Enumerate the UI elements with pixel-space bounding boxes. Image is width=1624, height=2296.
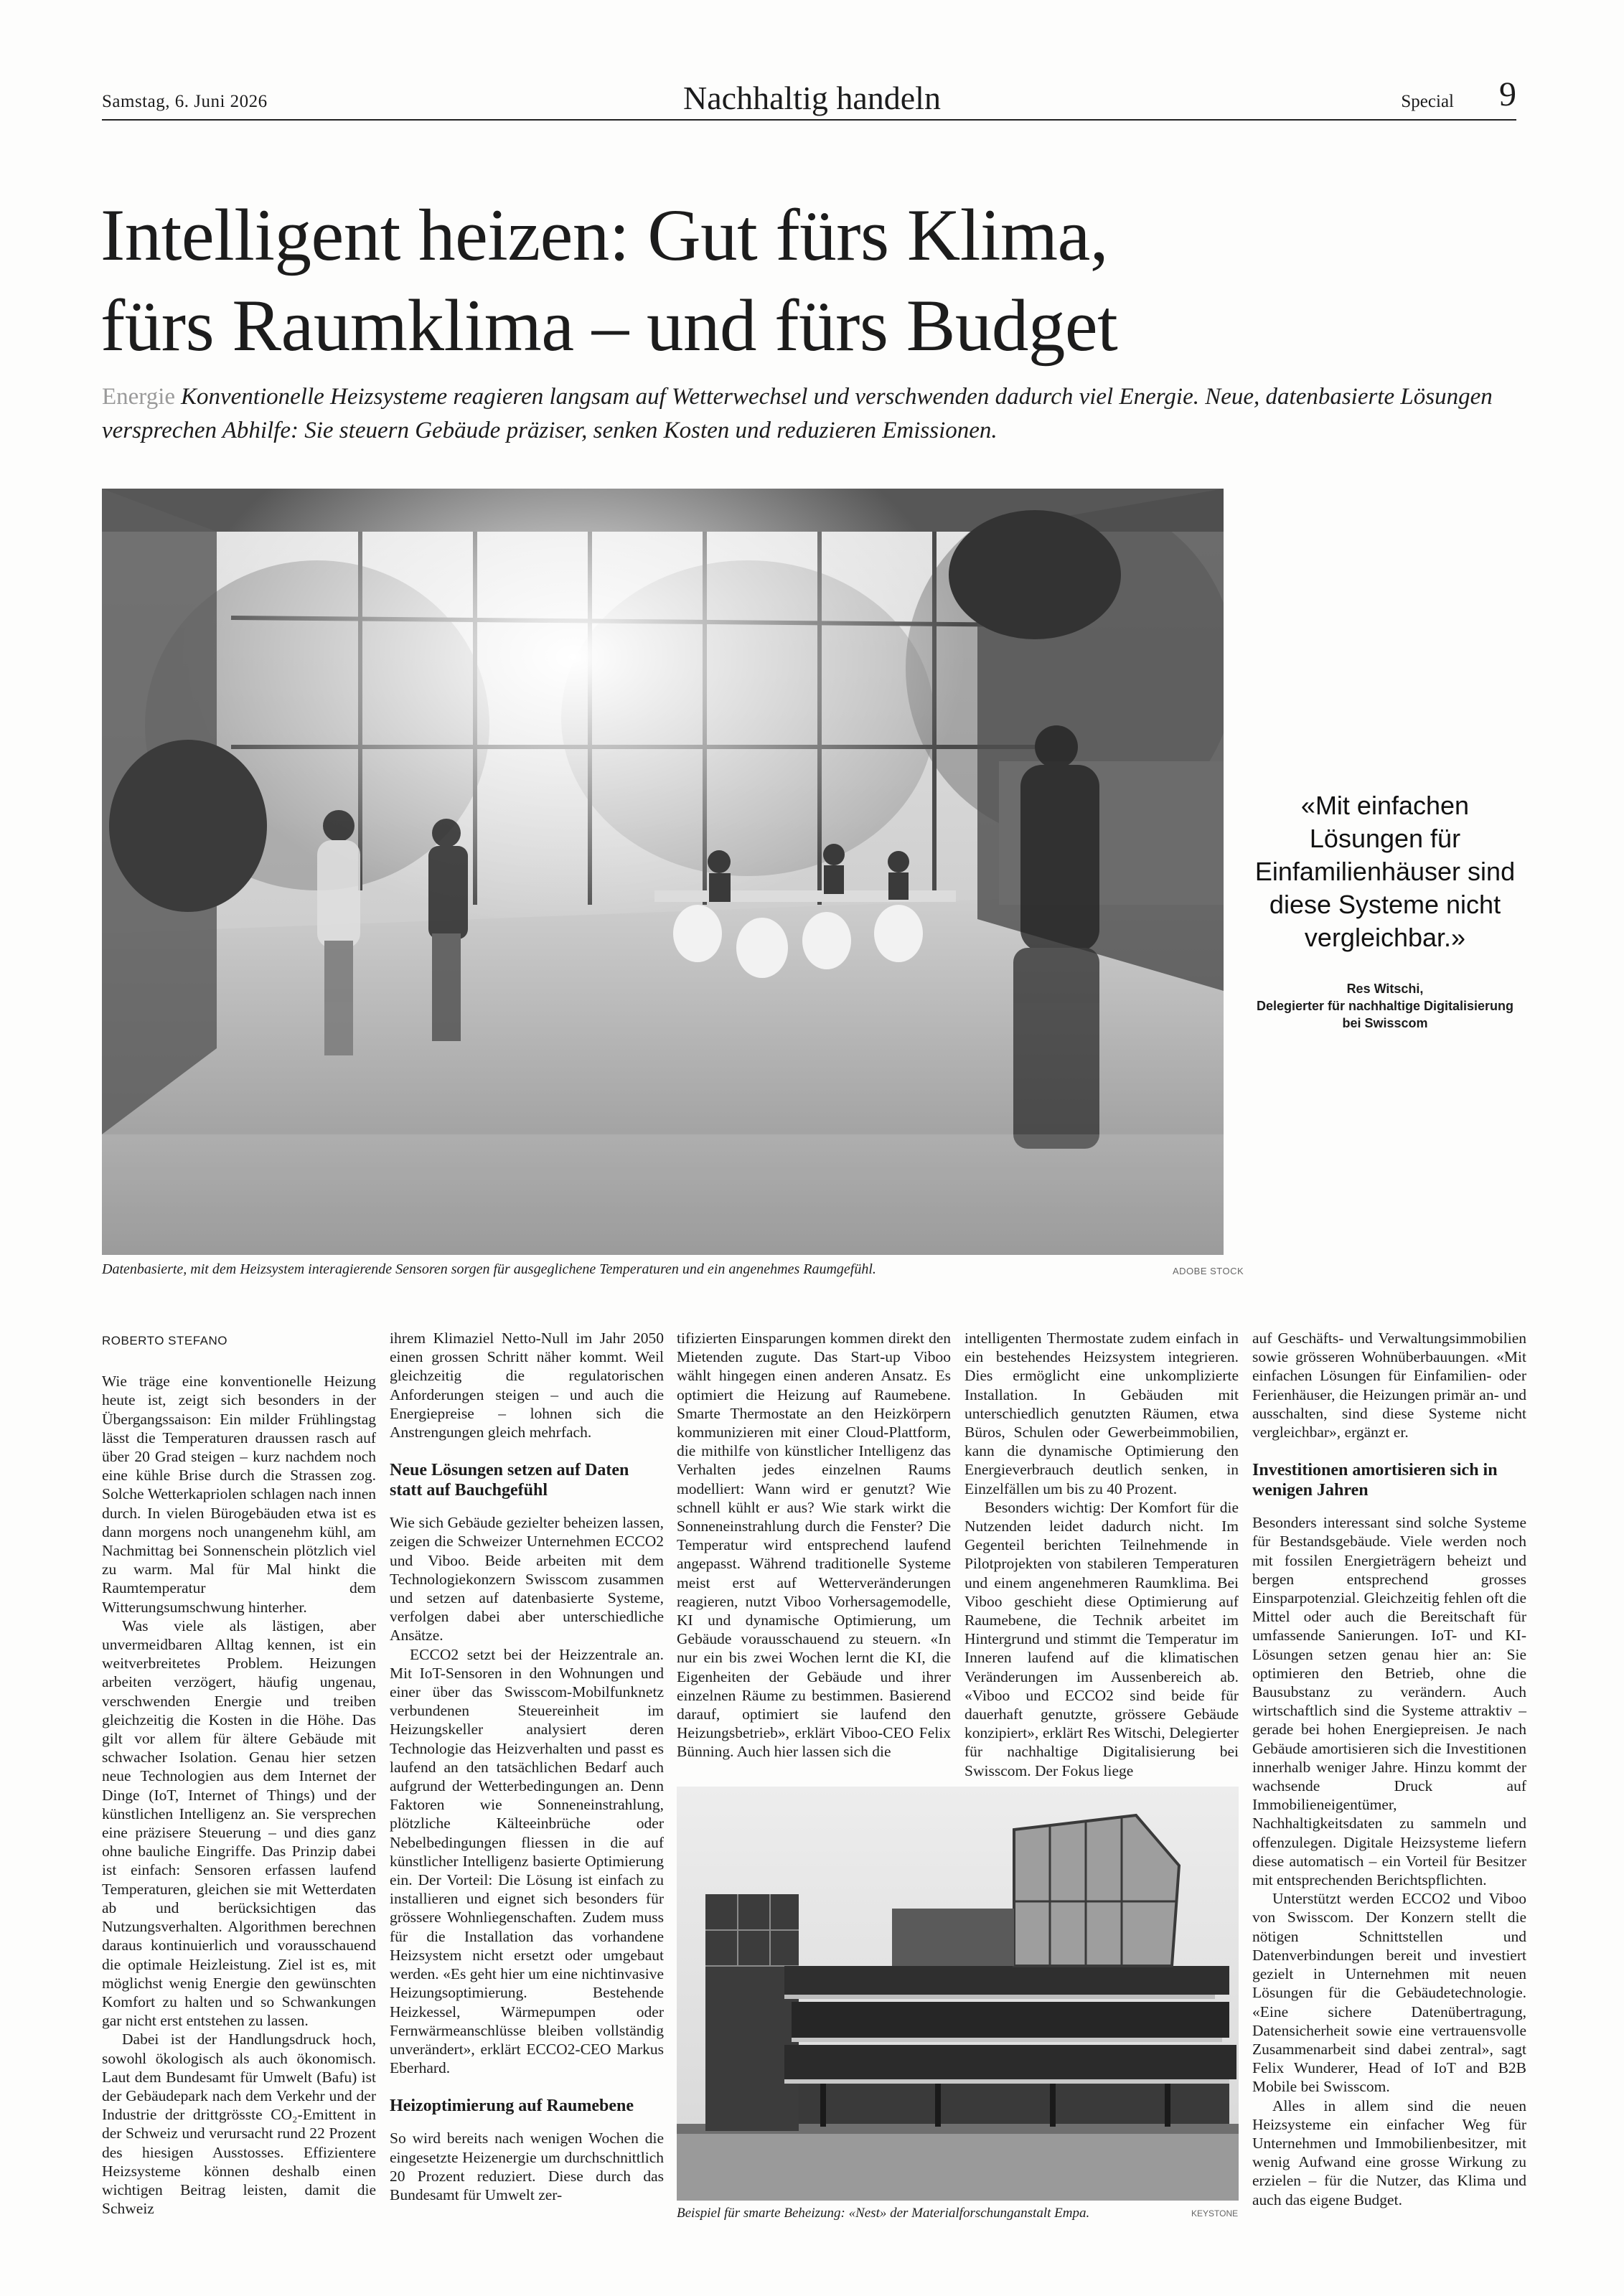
article-column-2 (390, 1329, 664, 2204)
paragraph: Besonders wichtig: Der Komfort für die Nutzenden leidet dadurch nicht. Im Gegenteil berichten Teilnehmende in Pilotprojekten von stabileren Temperaturen und einem angenehmeren Raumklima. Bei Viboo geschieht diese Optimierung auf Raumebene, die Technik arbeitet im Hintergrund und stimmt die Temperatur im Inneren laufend auf die klimatischen Veränderungen im Aussenbereich ab. «Viboo und ECCO2 sind beide für dauerhaft genutzte, grössere Gebäude konzipiert», erklärt Res Witschi, Delegierter für nachhaltige Digitalisierung bei Swisscom. Der Fokus liege (964, 1498, 1239, 1779)
pull-quote (1249, 789, 1521, 1032)
lead-paragraph (102, 380, 1523, 448)
byline: ROBERTO STEFANO (102, 1334, 228, 1347)
header-date: Samstag, 6. Juni 2026 (102, 92, 268, 111)
paragraph: Wie träge eine konventionelle Heizung heute ist, zeigt sich besonders in der Übergangssaison: Ein milder Frühlingstag lässt die Temperaturen draussen rasch auf über 20 Grad steigen – kurz nachdem noch eine kühle Brise durch die Strassen zog. Solche Wetterkapriolen schlagen nach innen durch. In vielen Bürogebäuden etwa ist es dann morgens noch unangenehm kühl, am Nachmittag bei Sonnenschein plötzlich viel zu warm. Mal für Mal hinkt die Raumtemperatur dem Witterungsumschwung hinterher. (102, 1373, 376, 1616)
paragraph: ihrem Klimaziel Netto-Null im Jahr 2050 einen grossen Schritt näher kommt. Weil gleichzeitig die regulatorischen Anforderungen steigen – und auch die Energiepreise – lohnen sich die Anstrengungen gleich mehrfach. (390, 1330, 664, 1441)
subheading: Heizoptimierung auf Raumebene (390, 2097, 634, 2116)
photo-credit-2: KEYSTONE (1191, 2208, 1239, 2219)
rubric: Energie (102, 384, 176, 410)
pull-quote-text: «Mit einfachen Lösungen für Einfamilienhäuser sind diese Systeme nicht vergleichbar.» (1254, 791, 1516, 952)
paragraph: Besonders interessant sind solche Systeme für Bestandsgebäude. Viele werden noch mit fossilen Energieträgern beheizt und bergen entsprechend grosses Einsparpotenzial. Gleichzeitig fehlen oft die Mittel oder auch die Bereitschaft für umfassende Sanierungen. IoT- und KI-Lösungen setzen genau hier an: Sie optimieren den Betrieb, ohne die Bausubstanz zu verändern. Auch wirtschaftlich sind die Systeme attraktiv – gerade bei hohen Energiepreisen. Je nach Gebäude amortisieren sich die Investitionen innerhalb weniger Jahre. Hinzu kommt der wachsende Druck auf Immobilieneigentümer, Nachhaltigkeitsdaten zu sammeln und offenzulegen. Digitale Heizsysteme liefern diese automatisch – ein Vorteil für Besitzer mit entsprechenden Berichtspflichten. (1252, 1514, 1526, 1889)
headline-line-1: Intelligent heizen: Gut fürs Klima, (100, 194, 1109, 276)
header-rule (102, 119, 1516, 121)
header-section-title: Nachhaltig handeln (683, 80, 941, 116)
paragraph: ECCO2 setzt bei der Heizzentrale an. Mit IoT-Sensoren in den Wohnungen und einer über das Swisscom-Mobilfunknetz verbundenen Steuereinheit im Heizungskeller analysiert deren Technologie das Heizverhalten und passt es laufend an den tatsächlichen Bedarf auch aufgrund der Wetterbedingungen an. Denn Faktoren wie Sonneneinstrahlung, plötzliche Kälteeinbrüche oder Nebelbedingungen fliessen in die auf künstlicher Intelligenz basierte Optimierung ein. Der Vorteil: Die Lösung ist einfach zu installieren und eignet sich besonders für grössere Wohnliegenschaften. Zudem muss für die Installation das vorhandene Heizsystem nicht ersetzt oder umgebaut werden. «Es geht hier um eine nichtinvasive Heizungsoptimierung. Bestehende Heizkessel, Wärmepumpen oder Fernwärmeanschlüsse bleiben vollständig unverändert», erklärt ECCO2-CEO Markus Eberhard. (390, 1645, 664, 2077)
photo-credit: ADOBE STOCK (1173, 1266, 1244, 1276)
article-column-3 (677, 1329, 951, 1761)
paragraph: tifizierten Einsparungen kommen direkt den Mietenden zugute. Das Start-up Viboo wählt hingegen einen anderen Ansatz. Es optimiert die Heizung auf Raumebene. Smarte Thermostate an den Heizkörpern kommunizieren mit einer Cloud-Plattform, die mithilfe von künstlicher Intelligenz das Verhalten jedes einzelnen Raums modelliert: Wann wird er genutzt? Wie schnell kühlt er aus? Wie stark wirkt die Sonneneinstrahlung durch die Fenster? Die Temperatur wird entsprechend laufend angepasst. Während traditionelle Systeme meist erst auf Wetterveränderungen reagieren, nutzt Viboo Vorhersagemodelle, KI und dynamische Optimierung, um Gebäude vorausschauend zu steuern. «In nur ein bis zwei Wochen lernt die KI, die Eigenheiten der Gebäude und ihrer einzelnen Räume zu bestimmen. Basierend darauf, optimiert sie laufend den Heizungsbetrieb», erklärt Viboo-CEO Felix Bünning. Auch hier lassen sich die (677, 1330, 951, 1761)
paragraph: auf Geschäfts- und Verwaltungsimmobilien sowie grösseren Wohnüberbauungen. «Mit einfachen Lösungen für Einfamilien- oder Ferienhäuser, die Heizungen primär an- und ausschalten, sind diese Systeme nicht vergleichbar», ergänzt er. (1252, 1330, 1526, 1441)
paragraph: Was viele als lästigen, aber unvermeidbaren Alltag kennen, ist ein weitverbreitetes Problem. Heizungen arbeiten verzögert, häufig ungenau, verschwenden Energie und treiben gleichzeitig die Kosten in die Höhe. Das gilt vor allem für ältere Gebäude mit schwacher Isolation. Genau hier setzen neue Technologien aus dem Internet der Dinge (IoT, Internet of Things) und der künstlichen Intelligenz an. Sie versprechen eine präzisere Steuerung – und dies ganz ohne bauliche Eingriffe. Das Prinzip dabei ist einfach: Sensoren erfassen laufend Temperaturen, gleichen sie mit Wetterdaten ab und berücksichtigen das Nutzungsverhalten. Algorithmen berechnen daraus kontinuierlich und vorausschauend die optimale Heizleistung. Ziel ist es, mit möglichst wenig Energie den gewünschten Komfort zu halten und so Schwankungen gar nicht erst entstehen zu lassen. (102, 1617, 376, 2030)
header-special-label: Special (1401, 92, 1454, 111)
lead-text: Konventionelle Heizsysteme reagieren langsam auf Wetterwechsel und verschwenden dadurch viel Energie. Neue, datenbasierte Lösungen versprechen Abhilfe: Sie steuern Gebäude präziser, senken Kosten und reduzieren Emissionen. (102, 384, 1493, 443)
article-column-5 (1252, 1329, 1526, 2209)
subheading: Investitionen amortisieren sich in wenigen Jahren (1252, 1461, 1498, 1500)
paragraph: intelligenten Thermostate zudem einfach in ein bestehendes Heizsystem integrieren. Dies ermöglicht eine unkomplizierte Installation. In Gebäuden mit unterschiedlich genutzten Räumen, etwa Büros, Schulen oder Gewerbeimmobilien, kann die dynamische Optimierung den Energieverbrauch deutlich senken, in Einzelfällen um bis zu 40 Prozent. (964, 1330, 1239, 1497)
article-column-4 (964, 1329, 1239, 1780)
paragraph: Alles in allem sind die neuen Heizsysteme ein einfacher Weg für Unternehmen und Immobilienbesitzer, mit wenig Aufwand eine grosse Wirkung zu erzielen – für die Nutzer, das Klima und auch das eigene Budget. (1252, 2097, 1526, 2208)
article-column-1 (102, 1329, 376, 2218)
headline (100, 190, 1464, 371)
pull-quote-attribution (1249, 980, 1521, 1032)
nest-building-photo (677, 1787, 1239, 2201)
office-photo (102, 489, 1224, 1255)
paragraph: Wie sich Gebäude gezielter beheizen lassen, zeigen die Schweizer Unternehmen ECCO2 und Viboo. Beide arbeiten mit dem Technologiekonzern Swisscom zusammen und setzen auf datenbasierte Systeme, verfolgen dabei aber unterschiedliche Ansätze. (390, 1514, 664, 1645)
paragraph: Dabei ist der Handlungsdruck hoch, sowohl ökologisch als auch ökonomisch. Laut dem Bundesamt für Umwelt (Bafu) ist der Gebäudepark nach dem Verkehr und der Industrie der drittgrösste CO₂-Emittent in der Schweiz und verursacht rund 22 Prozent des hiesigen Ausstosses. Effizientere Heizsysteme können deshalb einen wichtigen Beitrag leisten, damit die Schweiz (102, 2031, 376, 2218)
page-number: 9 (1499, 75, 1516, 113)
paragraph: So wird bereits nach wenigen Wochen die eingesetzte Heizenergie um durchschnittlich 20 Prozent reduziert. Diese durch das Bundesamt für Umwelt zer- (390, 2130, 664, 2203)
pull-quote-role: Delegierter für nachhaltige Digitalisierung bei Swisscom (1256, 999, 1514, 1030)
headline-line-2: fürs Raumklima – und fürs Budget (100, 285, 1118, 367)
pull-quote-name: Res Witschi, (1346, 982, 1424, 996)
photo-caption-2: Beispiel für smarte Beheizung: «Nest» der Materialforschunganstalt Empa. (677, 2206, 1090, 2221)
paragraph: Unterstützt werden ECCO2 und Viboo von Swisscom. Der Konzern stellt die nötigen Schnittstellen und Datenverbindungen bereit und investiert gezielt in Unternehmen mit neuen Lösungen für die Gebäudetechnologie. «Eine sichere Datenübertragung, Datensicherheit sowie eine vertrauensvolle Zusammenarbeit sind dabei zentral», sagt Felix Wunderer, Head of IoT and B2B Mobile bei Swisscom. (1252, 1890, 1526, 2096)
photo-caption: Datenbasierte, mit dem Heizsystem interagierende Sensoren sorgen für ausgeglichene Temperaturen und ein angenehmes Raumgefühl. (102, 1261, 876, 1277)
subheading: Neue Lösungen setzen auf Daten statt auf Bauchgefühl (390, 1461, 629, 1500)
